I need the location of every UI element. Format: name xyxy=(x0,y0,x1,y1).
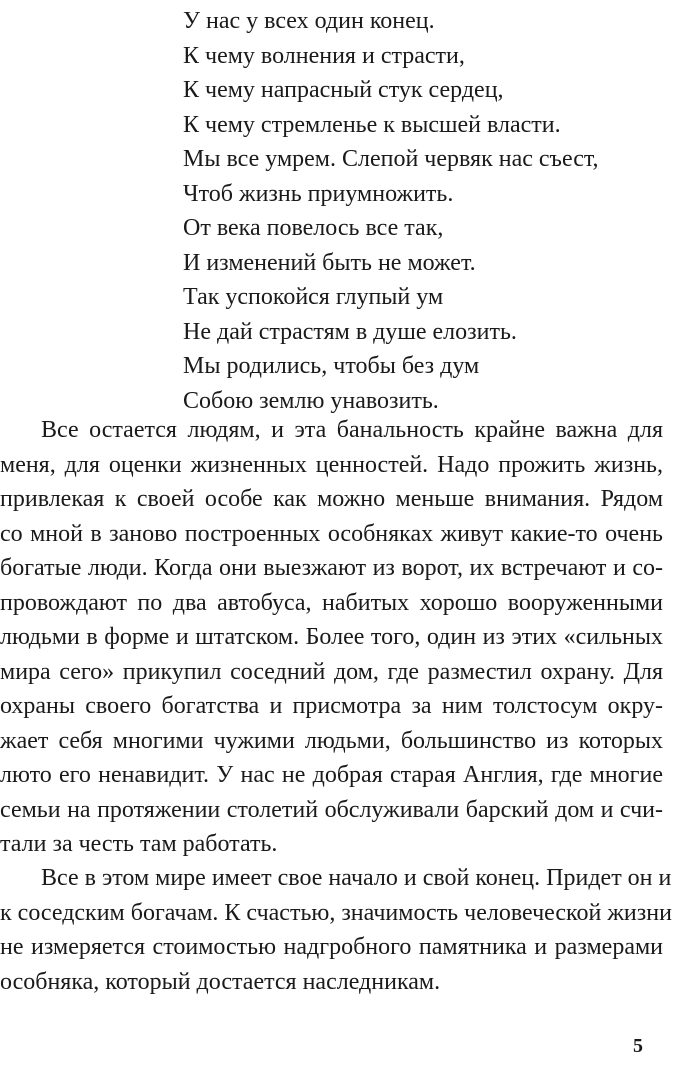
poem-line: Не дай страстям в душе елозить. xyxy=(183,318,517,345)
text-line: к соседским богачам. К счастью, значимость человеческой жизни xyxy=(0,899,672,926)
text-line: мира сего» прикупил соседний дом, где разместил охрану. Для xyxy=(0,658,663,685)
poem xyxy=(183,4,599,418)
text-line: Все в этом мире имеет свое начало и свой конец. Придет он и xyxy=(41,865,672,891)
text-line: людьми в форме и штатском. Более того, один из этих «сильных xyxy=(0,624,663,650)
poem-line: К чему стремленье к высшей власти. xyxy=(183,111,561,138)
text-line: особняка, который достается наследникам. xyxy=(0,968,441,995)
poem-line: Мы все умрем. Слепой червяк нас съест, xyxy=(183,146,599,172)
text-line: со мной в заново построенных особняках живут какие-то очень xyxy=(0,520,663,547)
poem-line: И изменений быть не может. xyxy=(183,249,476,276)
text-line: семьи на протяжении столетий обслуживали барский дом и счи- xyxy=(0,796,663,823)
paragraph-2 xyxy=(0,861,672,999)
text-line: провождают по два автобуса, набитых хорошо вооруженными xyxy=(0,589,663,616)
text-line: тали за честь там работать. xyxy=(0,831,278,857)
poem-line: У нас у всех один конец. xyxy=(183,8,435,34)
poem-line: К чему напрасный стук сердец, xyxy=(183,77,504,103)
text-line: не измеряется стоимостью надгробного памятника и размерами xyxy=(0,934,663,960)
poem-line: Так успокойся глупый ум xyxy=(183,284,444,310)
poem-line: К чему волнения и страсти, xyxy=(183,42,465,69)
text-line: меня, для оценки жизненных ценностей. Надо прожить жизнь, xyxy=(0,451,663,478)
poem-line: Чтоб жизнь приумножить. xyxy=(183,180,454,207)
poem-line: От века повелось все так, xyxy=(183,215,444,241)
text-line: богатые люди. Когда они выезжают из ворот, их встречают и со- xyxy=(0,555,663,581)
page-number: 5 xyxy=(633,1035,643,1057)
poem-line: Собою землю унавозить. xyxy=(183,387,439,414)
text-line: привлекая к своей особе как можно меньше внимания. Рядом xyxy=(0,486,663,512)
text-line: охраны своего богатства и присмотра за ним толстосум окру- xyxy=(0,693,663,719)
text-line: люто его ненавидит. У нас не добрая старая Англия, где многие xyxy=(0,762,663,788)
text-line: жает себя многими чужими людьми, большинство из которых xyxy=(0,727,663,754)
paragraph-1 xyxy=(0,413,663,862)
poem-line: Мы родились, чтобы без дум xyxy=(183,353,480,379)
text-line: Все остается людям, и эта банальность крайне важна для xyxy=(41,417,663,443)
